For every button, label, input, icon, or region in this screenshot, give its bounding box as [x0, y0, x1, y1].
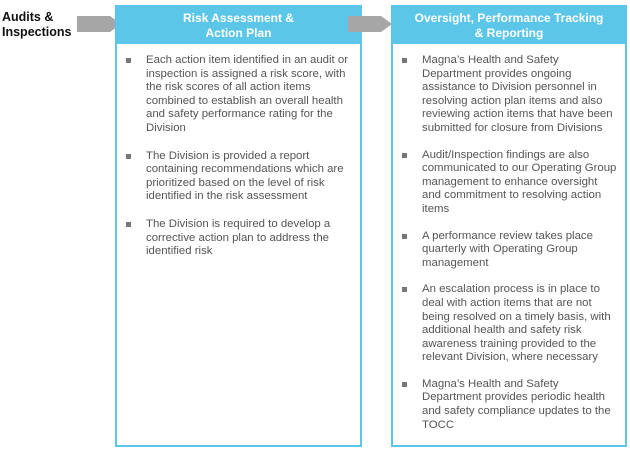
list-item: Magna’s Health and Safety Department provides ongoing assistance to Division personnel in resolving action plan items and also reviewing action items that have been submitted for closure from Divisions — [401, 54, 619, 136]
bullet-square-icon — [402, 153, 407, 158]
list-item: A performance review takes place quarterly with Operating Group management — [401, 230, 619, 271]
bullet-square-icon — [126, 58, 131, 63]
bullet-square-icon — [402, 287, 407, 292]
risk-assessment-header — [117, 7, 360, 44]
bullet-square-icon — [402, 234, 407, 239]
oversight-header — [393, 7, 625, 44]
bullet-square-icon — [402, 58, 407, 63]
oversight-list — [393, 44, 625, 432]
list-item: The Division is required to develop a corrective action plan to address the identified risk — [125, 218, 354, 259]
flow-arrow-icon — [348, 14, 393, 34]
bullet-square-icon — [126, 154, 131, 159]
risk-assessment-column — [115, 5, 362, 447]
list-item: The Division is provided a report containing recommendations which are prioritized based on the level of risk identified in the risk assessment — [125, 150, 354, 204]
list-item: Magna’s Health and Safety Department provides periodic health and safety compliance updates to the TOCC — [401, 378, 619, 432]
bullet-square-icon — [402, 382, 407, 387]
list-item: An escalation process is in place to deal with action items that are not being resolved on a timely basis, with additional health and safety risk awareness training provided to the relevant Division, where necessary — [401, 283, 619, 365]
list-item: Audit/Inspection findings are also communicated to our Operating Group management to enhance oversight and commitment to resolving action items — [401, 149, 619, 217]
oversight-column — [391, 5, 627, 447]
bullet-square-icon — [126, 222, 131, 227]
oversight-title: Oversight, Performance Tracking & Reporting — [414, 11, 604, 40]
risk-assessment-list — [117, 44, 360, 259]
list-item: Each action item identified in an audit or inspection is assigned a risk score, with the risk scores of all action items combined to establish an overall health and safety performance rating for the Division — [125, 54, 354, 136]
risk-assessment-title: Risk Assessment & Action Plan — [183, 11, 294, 40]
audits-inspections-label: Audits & Inspections — [2, 10, 72, 39]
